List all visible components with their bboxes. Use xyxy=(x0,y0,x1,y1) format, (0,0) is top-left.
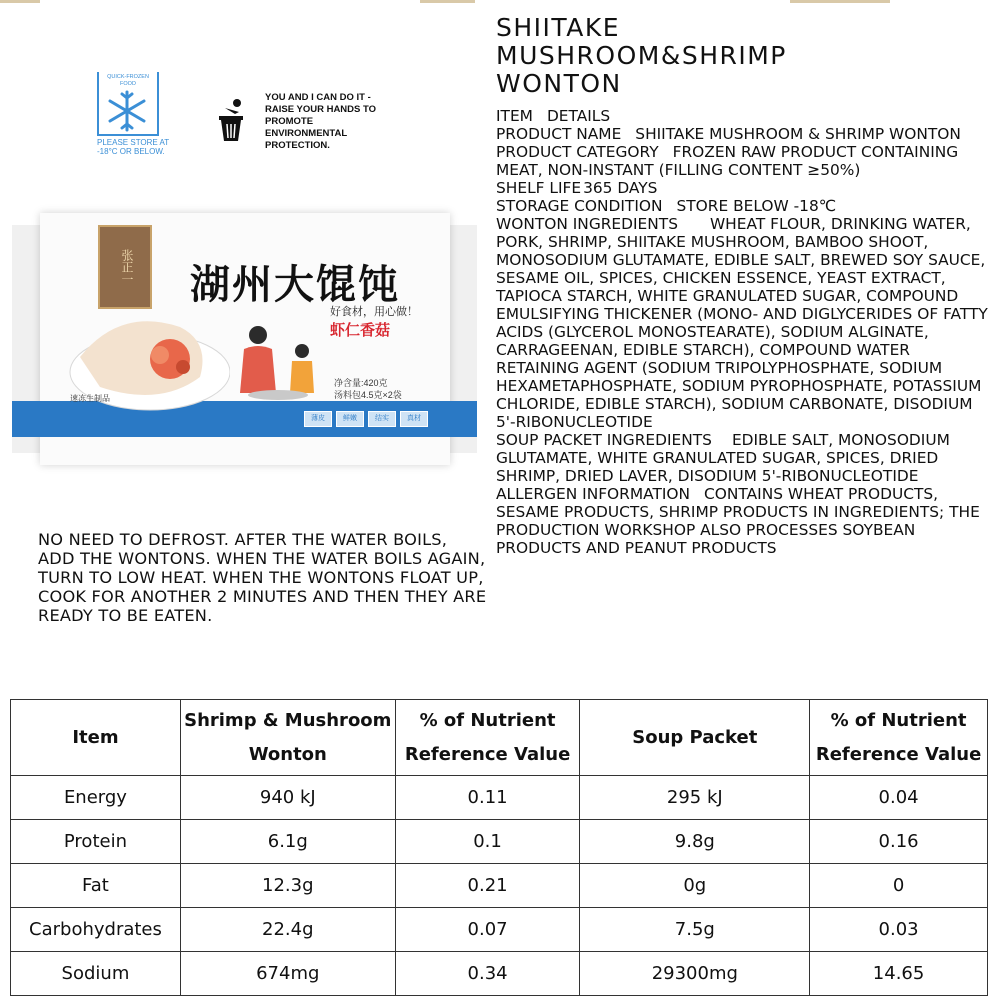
top-decoration-left xyxy=(0,0,40,3)
detail-value: STORE BELOW -18℃ xyxy=(676,197,837,215)
top-decoration-mid xyxy=(420,0,475,3)
storage-badge-top-text: QUICK-FROZEN FOOD xyxy=(107,74,149,87)
detail-row xyxy=(496,143,996,179)
table-cell: 0.04 xyxy=(810,776,988,820)
table-cell: 12.3g xyxy=(180,864,395,908)
detail-row xyxy=(496,197,996,215)
snowflake-icon xyxy=(99,88,155,134)
table-row xyxy=(11,820,988,864)
table-cell: 295 kJ xyxy=(580,776,810,820)
detail-row xyxy=(496,431,996,485)
table-cell: Energy xyxy=(11,776,181,820)
package-tag: 真材 xyxy=(400,411,428,427)
table-cell: Carbohydrates xyxy=(11,908,181,952)
detail-row xyxy=(496,107,996,125)
package-frozen-label: 速冻生制品 xyxy=(70,394,110,403)
table-cell: 6.1g xyxy=(180,820,395,864)
table-cell: 29300mg xyxy=(580,952,810,996)
detail-row xyxy=(496,215,996,431)
table-cell: 9.8g xyxy=(580,820,810,864)
header-wonton: Shrimp & Mushroom Wonton xyxy=(180,700,395,776)
table-cell: Sodium xyxy=(11,952,181,996)
detail-row xyxy=(496,485,996,557)
table-cell: 0.07 xyxy=(395,908,580,952)
package-net-weight xyxy=(334,377,402,401)
nutrition-table xyxy=(10,699,988,996)
product-details xyxy=(496,107,996,557)
table-cell: 674mg xyxy=(180,952,395,996)
product-package-image xyxy=(12,213,477,465)
table-cell: 0.34 xyxy=(395,952,580,996)
table-cell: 22.4g xyxy=(180,908,395,952)
nutrition-header-row xyxy=(11,700,988,776)
product-title: SHIITAKE MUSHROOM&SHRIMP WONTON xyxy=(496,13,787,98)
table-row xyxy=(11,864,988,908)
table-row xyxy=(11,776,988,820)
table-cell: Fat xyxy=(11,864,181,908)
table-cell: 0.11 xyxy=(395,776,580,820)
header-nrv-wonton: % of Nutrient Reference Value xyxy=(395,700,580,776)
storage-badge xyxy=(97,72,172,167)
detail-key: SHELF LIFE xyxy=(496,179,582,197)
detail-key: WONTON INGREDIENTS xyxy=(496,215,678,233)
table-row xyxy=(11,908,988,952)
table-cell: 940 kJ xyxy=(180,776,395,820)
detail-key: STORAGE CONDITION xyxy=(496,197,663,215)
table-row xyxy=(11,952,988,996)
soup-packet-text: 汤料包4.5克×2袋 xyxy=(334,390,402,400)
detail-key: PRODUCT CATEGORY xyxy=(496,143,659,161)
storage-note: PLEASE STORE AT -18°C OR BELOW. xyxy=(97,138,170,156)
header-nrv-soup: % of Nutrient Reference Value xyxy=(810,700,988,776)
detail-value: WHEAT FLOUR, DRINKING WATER, PORK, SHRIMP, SHIITAKE MUSHROOM, BAMBOO SHOOT, MONOSODIUM GLUTAMATE, EDIBLE SALT, BREWED SOY SAUCE, SESAME OIL, SPICES, CHICKEN ESSENCE, YEAST EXTRACT, TAPIOCA STARCH, WHITE GRANULATED SUGAR, COMPOUND EMULSIFYING THICKENER (MONO- AND DIGLYCERIDES OF FATTY ACIDS (GLYCEROL MONOSTEARATE), SODIUM ALGINATE, CARRAGEENAN, EDIBLE STARCH), COMPOUND WATER RETAINING AGENT (SODIUM TRIPOLYPHOSPHATE, SODIUM HEXAMETAPHOSPHATE, SODIUM PYROPHOSPHATE, POTASSIUM CHLORIDE, EDIBLE STARCH), SODIUM CARBONATE, DISODIUM 5'-RIBONUCLEOTIDE xyxy=(496,215,988,431)
package-tags xyxy=(304,407,432,427)
detail-row xyxy=(496,125,996,143)
detail-key: PRODUCT NAME xyxy=(496,125,622,143)
table-cell: 14.65 xyxy=(810,952,988,996)
table-cell: 0g xyxy=(580,864,810,908)
trash-bin-icon xyxy=(215,98,249,142)
package-slogan: 好食材，用心做！ xyxy=(330,306,418,318)
detail-value: 365 DAYS xyxy=(583,179,658,197)
family-illustration xyxy=(218,321,328,401)
package-tag: 薄皮 xyxy=(304,411,332,427)
table-cell: 0 xyxy=(810,864,988,908)
detail-value: EDIBLE SALT, MONOSODIUM GLUTAMATE, WHITE GRANULATED SUGAR, SPICES, DRIED SHRIMP, DRIED LAVER, DISODIUM 5'-RIBONUCLEOTIDE xyxy=(496,431,950,485)
detail-value: FROZEN RAW PRODUCT CONTAINING MEAT, NON-INSTANT (FILLING CONTENT ≥50%) xyxy=(496,143,959,179)
top-decoration-right xyxy=(790,0,890,3)
recycle-note-text: YOU AND I CAN DO IT - RAISE YOUR HANDS TO PROMOTE ENVIRONMENTAL PROTECTION. xyxy=(265,92,377,151)
detail-value: SHIITAKE MUSHROOM & SHRIMP WONTON xyxy=(635,125,961,143)
brand-logo: 张正一 xyxy=(98,225,152,309)
detail-key: ALLERGEN INFORMATION xyxy=(496,485,691,503)
table-cell: 7.5g xyxy=(580,908,810,952)
table-cell: 0.1 xyxy=(395,820,580,864)
detail-value: CONTAINS WHEAT PRODUCTS, SESAME PRODUCTS, SHRIMP PRODUCTS IN INGREDIENTS; THE PRODUCTION WORKSHOP ALSO PROCESSES SOYBEAN PRODUCTS AND PEANUT PRODUCTS xyxy=(496,485,980,557)
package-tag: 鲜嫩 xyxy=(336,411,364,427)
table-cell: 0.03 xyxy=(810,908,988,952)
package-tag: 结实 xyxy=(368,411,396,427)
detail-value: DETAILS xyxy=(546,107,611,125)
package-flavor: 虾仁香菇 xyxy=(330,322,391,339)
net-weight-text: 净含量:420克 xyxy=(334,378,388,388)
header-soup-packet: Soup Packet xyxy=(580,700,810,776)
package-title-cn: 湖州大馄饨 xyxy=(190,261,400,308)
detail-key: ITEM xyxy=(496,107,533,125)
cooking-instructions: NO NEED TO DEFROST. AFTER THE WATER BOILS, ADD THE WONTONS. WHEN THE WATER BOILS AGAIN, TURN TO LOW HEAT. WHEN THE WONTONS FLOAT UP, COOK FOR ANOTHER 2 MINUTES AND THEN THEY ARE READY TO BE EATEN. xyxy=(38,530,487,625)
table-cell: 0.21 xyxy=(395,864,580,908)
header-item: Item xyxy=(11,700,181,776)
detail-key: SOUP PACKET INGREDIENTS xyxy=(496,431,712,449)
table-cell: Protein xyxy=(11,820,181,864)
detail-row xyxy=(496,179,996,197)
table-cell: 0.16 xyxy=(810,820,988,864)
storage-badge-frame xyxy=(97,72,159,136)
